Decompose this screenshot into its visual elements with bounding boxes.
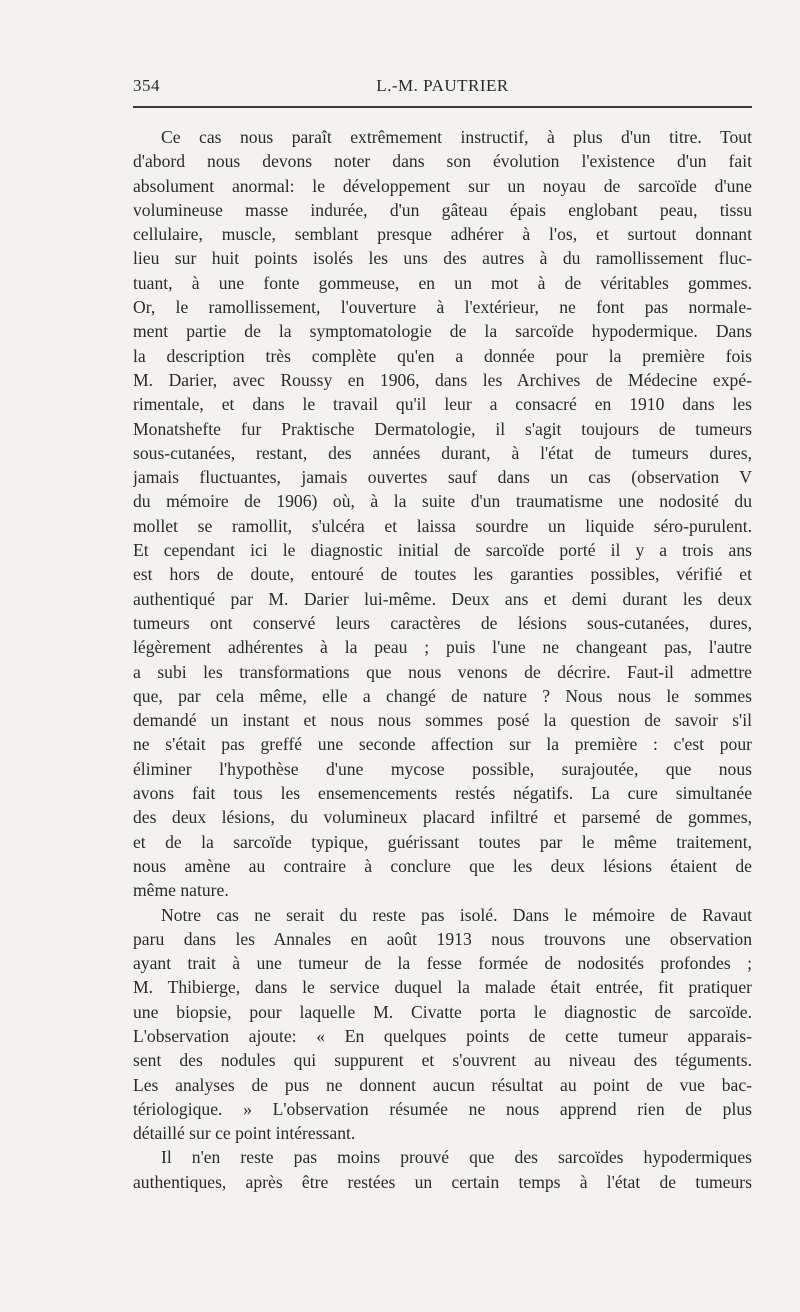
- text-line: éliminer l'hypothèse d'une mycose possible, surajoutée, que nous: [133, 758, 752, 779]
- text-line: légèrement adhérentes à la peau ; puis l'une ne changeant pas, l'autre: [133, 637, 752, 658]
- text-line: Les analyses de pus ne donnent aucun résultat au point de vue bac-: [133, 1074, 752, 1095]
- text-line: du mémoire de 1906) où, à la suite d'un traumatisme une nodosité du: [133, 491, 752, 512]
- text-line: Il n'en reste pas moins prouvé que des sarcoïdes hypodermiques: [161, 1147, 752, 1168]
- running-head: L.-M. PAUTRIER: [376, 76, 509, 95]
- text-line: lieu sur huit points isolés les uns des autres à du ramollissement fluc-: [133, 248, 752, 269]
- text-line: est hors de doute, entouré de toutes les garanties possibles, vérifié et: [133, 564, 752, 585]
- text-line: M. Thibierge, dans le service duquel la malade était entrée, fit pratiquer: [133, 977, 752, 998]
- text-line: volumineuse masse indurée, d'un gâteau épais englobant peau, tissu: [133, 199, 752, 220]
- header-rule: [133, 106, 752, 108]
- text-line: tuant, à une fonte gommeuse, en un mot à de véritables gommes.: [133, 272, 752, 293]
- text-line: des deux lésions, du volumineux placard infiltré et parsemé de gommes,: [133, 807, 752, 828]
- text-line: une biopsie, pour laquelle M. Civatte porta le diagnostic de sarcoïde.: [133, 1001, 752, 1022]
- text-line: Or, le ramollissement, l'ouverture à l'extérieur, ne font pas normale-: [133, 297, 752, 318]
- page-header: [133, 76, 752, 100]
- text-line: authentiques, après être restées un certain temps à l'état de tumeurs: [133, 1171, 752, 1192]
- text-line: jamais fluctuantes, jamais ouvertes sauf dans un cas (observation V: [133, 467, 752, 488]
- text-line: demandé un instant et nous nous sommes posé la question de savoir s'il: [133, 710, 752, 731]
- text-line: mollet se ramollit, s'ulcéra et laissa sourdre un liquide séro-purulent.: [133, 515, 752, 536]
- text-line: absolument anormal: le développement sur un noyau de sarcoïde d'une: [133, 175, 752, 196]
- text-line: Ce cas nous paraît extrêmement instructif, à plus d'un titre. Tout: [161, 127, 752, 147]
- text-line: paru dans les Annales en août 1913 nous trouvons une observation: [133, 928, 752, 949]
- text-line: Et cependant ici le diagnostic initial de sarcoïde porté il y a trois ans: [133, 540, 752, 561]
- text-line: ayant trait à une tumeur de la fesse formée de nodosités profondes ;: [133, 953, 752, 974]
- text-line: détaillé sur ce point intéressant.: [133, 1123, 356, 1144]
- text-line: authentiqué par M. Darier lui-même. Deux ans et demi durant les deux: [133, 588, 752, 609]
- text-line: Notre cas ne serait du reste pas isolé. Dans le mémoire de Ravaut: [161, 904, 752, 925]
- text-line: ne s'était pas greffé une seconde affection sur la première : c'est pour: [133, 734, 752, 755]
- body-text: [133, 125, 752, 1194]
- text-line: Monatshefte fur Praktische Dermatologie, il s'agit toujours de tumeurs: [133, 418, 752, 439]
- text-line: tériologique. » L'observation résumée ne nous apprend rien de plus: [133, 1098, 752, 1119]
- text-line: que, par cela même, elle a changé de nature ? Nous nous le sommes: [133, 685, 752, 706]
- text-line: a subi les transformations que nous venons de décrire. Faut-il admettre: [133, 661, 752, 682]
- text-line: nous amène au contraire à conclure que les deux lésions étaient de: [133, 855, 752, 876]
- page-number: 354: [133, 76, 160, 95]
- text-line: sent des nodules qui suppurent et s'ouvrent au niveau des téguments.: [133, 1050, 752, 1071]
- text-line: même nature.: [133, 880, 229, 901]
- text-line: tumeurs ont conservé leurs caractères de lésions sous-cutanées, dures,: [133, 612, 752, 633]
- text-line: cellulaire, muscle, semblant presque adhérer à l'os, et surtout donnant: [133, 224, 752, 245]
- text-line: ment partie de la symptomatologie de la sarcoïde hypodermique. Dans: [133, 321, 752, 342]
- text-line: L'observation ajoute: « En quelques points de cette tumeur apparais-: [133, 1025, 752, 1046]
- text-line: sous-cutanées, restant, des années durant, à l'état de tumeurs dures,: [133, 442, 752, 463]
- text-line: la description très complète qu'en a donnée pour la première fois: [133, 345, 752, 366]
- text-line: avons fait tous les ensemencements restés négatifs. La cure simultanée: [133, 783, 752, 804]
- text-line: M. Darier, avec Roussy en 1906, dans les Archives de Médecine expé-: [133, 369, 752, 390]
- text-line: et de la sarcoïde typique, guérissant toutes par le même traitement,: [133, 831, 752, 852]
- text-line: d'abord nous devons noter dans son évolution l'existence d'un fait: [133, 151, 752, 172]
- text-line: rimentale, et dans le travail qu'il leur a consacré en 1910 dans les: [133, 394, 752, 415]
